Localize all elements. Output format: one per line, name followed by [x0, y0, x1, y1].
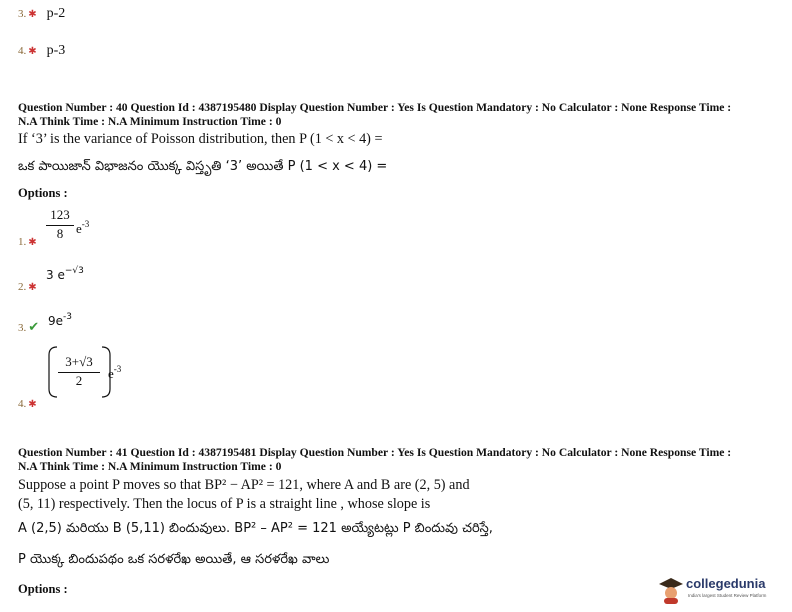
- option-2-marker: [18, 277, 37, 295]
- option-number: 3.: [18, 8, 27, 20]
- exponent: -3: [113, 364, 122, 374]
- prev-option-3: [18, 4, 65, 22]
- prev-option-4: [18, 41, 65, 59]
- collegedunia-logo: [658, 574, 788, 608]
- question-41-text-en: [18, 476, 778, 514]
- exponent: −√3: [64, 266, 84, 276]
- base: 3 e: [46, 268, 65, 282]
- meta-line: Question Number : 41 Question Id : 4387195481 Display Question Number : Yes Is Question Mandatory : No Calculator : None Response Time :: [18, 446, 732, 459]
- option-text: p-3: [46, 43, 66, 58]
- denominator: 8: [46, 225, 74, 242]
- option-4-marker: [18, 394, 37, 412]
- numerator: 3+√3: [65, 354, 93, 369]
- exponent: -3: [81, 219, 90, 229]
- option-number: 4.: [18, 398, 27, 410]
- meta-line: N.A Think Time : N.A Minimum Instruction Time : 0: [18, 115, 282, 128]
- base: e: [76, 221, 82, 236]
- meta-line: Question Number : 40 Question Id : 4387195480 Display Question Number : Yes Is Question Mandatory : No Calculator : None Response Time :: [18, 101, 732, 114]
- option-number: 4.: [18, 45, 27, 57]
- base: 9e: [48, 314, 64, 328]
- question-41-text-te-1: A (2,5) మరియు B (5,11) బిందువులు. BP² – AP² = 121 అయ్యేటట్లు P బిందువు చరిస్తే,: [18, 521, 493, 536]
- cross-icon: ✱: [28, 46, 37, 57]
- option-3-marker: [18, 318, 39, 336]
- graduate-icon: [658, 576, 684, 604]
- option-3-expr: [48, 314, 72, 328]
- question-41-text-te-2: P యొక్క బిందుపథం ఒక సరళరేఖ అయితే, ఆ సరళరేఖ వాలు: [18, 552, 330, 567]
- cross-icon: ✱: [28, 237, 37, 248]
- exponent: -3: [63, 312, 73, 322]
- option-number: 1.: [18, 236, 27, 248]
- options-label: Options :: [18, 186, 68, 200]
- option-text: p-2: [46, 6, 66, 21]
- text-line: (5, 11) respectively. Then the locus of P is a straight line , whose slope is: [18, 496, 431, 512]
- option-1-exp: [76, 221, 89, 237]
- question-40-text-te: ఒక పాయిజాన్ విభాజనం యొక్క విస్తృతి ‘3’ అయితే P (1 < x < 4) =: [18, 159, 388, 174]
- options-label: Options :: [18, 582, 68, 596]
- check-icon: ✔: [28, 320, 40, 335]
- option-1-fraction: [46, 207, 74, 242]
- cross-icon: ✱: [28, 399, 37, 410]
- denominator: 2: [58, 372, 100, 389]
- question-40-text-en: If ‘3’ is the variance of Poisson distribution, then P (1 < x < 4) =: [18, 131, 383, 147]
- option-2-expr: [46, 268, 84, 282]
- base: e: [108, 366, 114, 381]
- option-1-marker: [18, 232, 37, 250]
- option-4-exp: [108, 366, 121, 382]
- meta-line: N.A Think Time : N.A Minimum Instruction Time : 0: [18, 460, 282, 473]
- option-4-fraction: [58, 354, 100, 389]
- question-40-meta: [18, 101, 778, 129]
- cross-icon: ✱: [28, 282, 37, 293]
- option-number: 2.: [18, 281, 27, 293]
- logo-tagline: India's largest Student Review Platform: [688, 593, 767, 598]
- cross-icon: ✱: [28, 9, 37, 20]
- numerator: 123: [50, 207, 70, 222]
- question-41-meta: [18, 446, 778, 474]
- text-line: Suppose a point P moves so that BP² − AP² = 121, where A and B are (2, 5) and: [18, 477, 470, 493]
- logo-name: collegedunia: [686, 576, 766, 591]
- option-number: 3.: [18, 322, 27, 334]
